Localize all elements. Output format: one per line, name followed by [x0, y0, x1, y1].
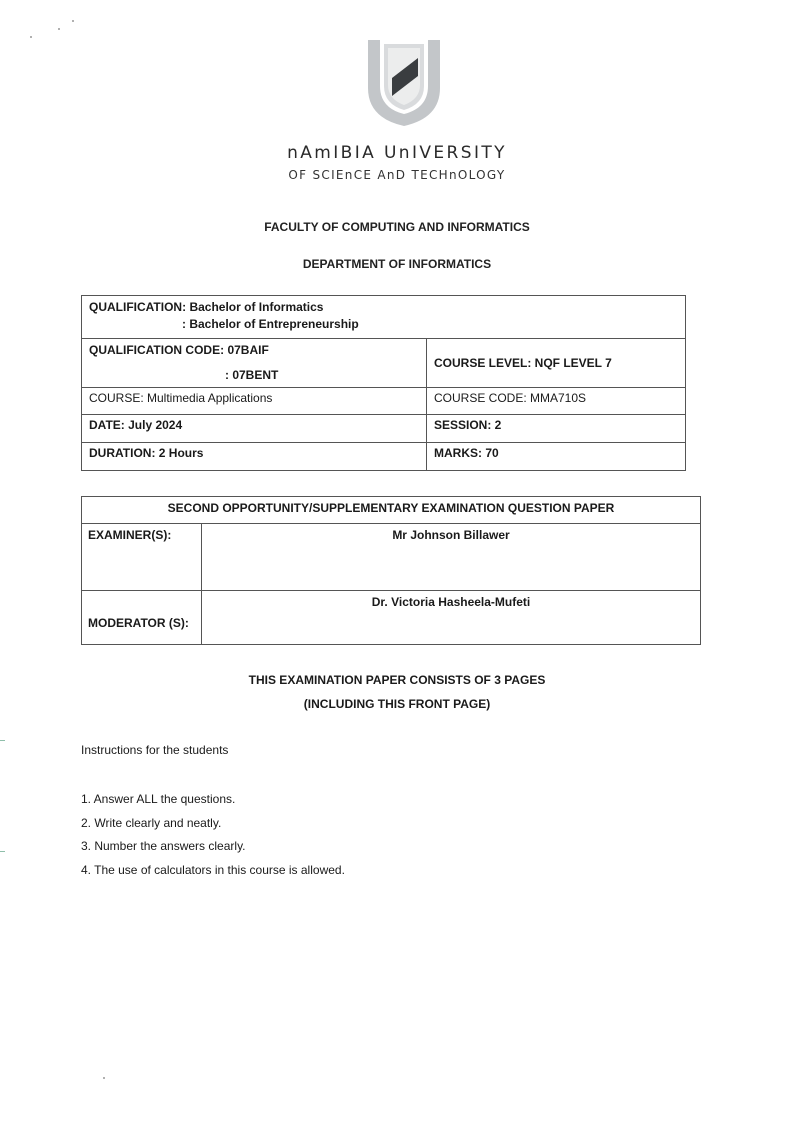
- university-name: nAmIBIA UnIVERSITY: [287, 143, 507, 163]
- qualification-value-1: Bachelor of Informatics: [189, 300, 324, 314]
- moderator-label-cell: [82, 591, 202, 645]
- instruction-item: 4. The use of calculators in this course is allowed.: [81, 862, 345, 877]
- exam-session: SESSION: 2: [434, 418, 502, 432]
- date-cell: [82, 415, 427, 443]
- qualification-code-value-1: 07BAIF: [227, 343, 269, 357]
- instructions-title: Instructions for the students: [81, 743, 229, 757]
- qualification-code-label: QUALIFICATION CODE:: [89, 343, 225, 357]
- exam-date: DATE: July 2024: [89, 418, 183, 432]
- exam-duration: DURATION: 2 Hours: [89, 446, 204, 460]
- front-page-note: (INCLUDING THIS FRONT PAGE): [303, 697, 491, 711]
- scan-speck: [72, 20, 74, 22]
- session-cell: [427, 415, 686, 443]
- university-subtitle: OF SCIEnCE AnD TECHnOLOGY: [288, 168, 506, 182]
- course-level: COURSE LEVEL: NQF LEVEL 7: [434, 356, 612, 370]
- exam-marks: MARKS: 70: [434, 446, 499, 460]
- qualification-value-2: : Bachelor of Entrepreneurship: [182, 317, 359, 331]
- examiner-name: Mr Johnson Billawer: [392, 528, 510, 542]
- department-heading: DEPARTMENT OF INFORMATICS: [302, 257, 492, 271]
- course-level-cell: [427, 339, 686, 388]
- moderator-name: Dr. Victoria Hasheela-Mufeti: [371, 595, 531, 609]
- qualification-code-cell: [82, 339, 427, 388]
- scan-speck: [103, 1077, 105, 1079]
- examiner-label: EXAMINER(S):: [88, 528, 172, 542]
- duration-cell: [82, 443, 427, 471]
- pages-count-note: THIS EXAMINATION PAPER CONSISTS OF 3 PAGES: [248, 673, 546, 687]
- university-logo: [362, 36, 446, 128]
- moderator-label: MODERATOR (S):: [88, 616, 189, 630]
- qualification-details-table: [81, 295, 686, 471]
- course-cell: [82, 388, 427, 415]
- examination-staff-table: [81, 496, 701, 645]
- course-code: COURSE CODE: MMA710S: [434, 391, 587, 405]
- course-name: COURSE: Multimedia Applications: [89, 391, 273, 405]
- faculty-heading: FACULTY OF COMPUTING AND INFORMATICS: [264, 220, 530, 234]
- scan-speck: [58, 28, 60, 30]
- instructions-list: [81, 792, 345, 886]
- instruction-item: 3. Number the answers clearly.: [81, 839, 246, 853]
- exam-paper-title: SECOND OPPORTUNITY/SUPPLEMENTARY EXAMINATION QUESTION PAPER: [167, 501, 615, 515]
- qualification-label: QUALIFICATION:: [89, 300, 187, 314]
- instruction-item: 1. Answer ALL the questions.: [81, 792, 236, 806]
- exam-title-cell: [82, 497, 701, 524]
- marks-cell: [427, 443, 686, 471]
- instruction-item: 2. Write clearly and neatly.: [81, 815, 222, 830]
- qualification-code-value-2: : 07BENT: [225, 368, 279, 382]
- examiner-name-cell: [202, 524, 701, 591]
- course-code-cell: [427, 388, 686, 415]
- qualification-cell: [82, 296, 686, 339]
- examiner-label-cell: [82, 524, 202, 591]
- scan-edge-mark: [0, 740, 5, 741]
- scan-speck: [30, 36, 32, 38]
- moderator-name-cell: [202, 591, 701, 645]
- scan-edge-mark: [0, 851, 5, 852]
